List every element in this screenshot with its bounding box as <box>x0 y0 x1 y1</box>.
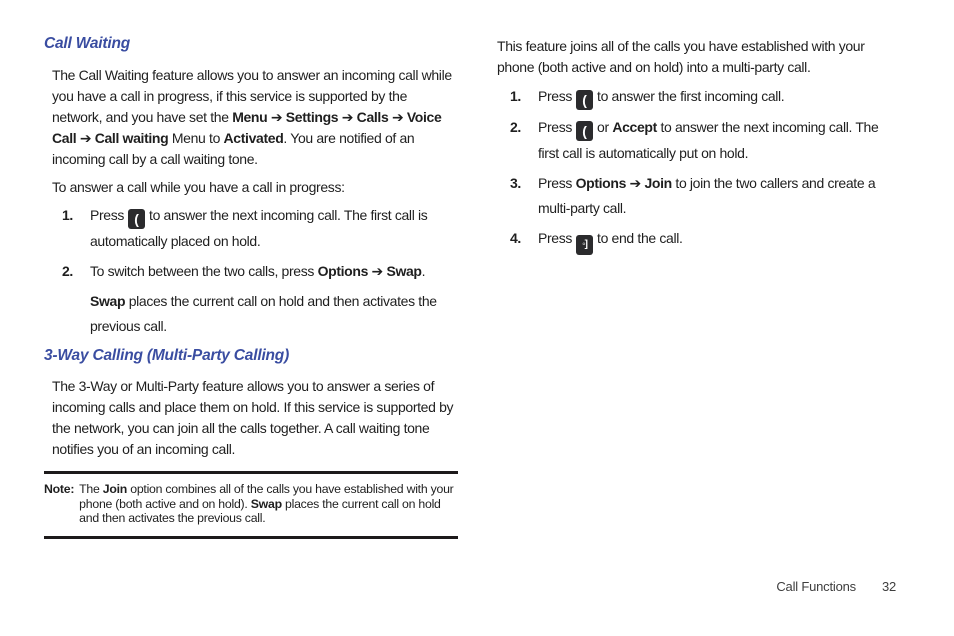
text-run: Press <box>538 230 573 246</box>
left-column <box>44 36 458 539</box>
step-item <box>44 259 458 284</box>
text-run: The Call Waiting feature allows you to answer an incoming call while you have a call in progress, if this service is supported by the network, and you have set the <box>52 67 452 125</box>
text-run: to answer the first incoming call. <box>597 88 785 104</box>
step-item <box>497 115 895 166</box>
text-run: to answer the next incoming call. The first call is automatically put on hold. <box>538 119 879 161</box>
text-run: to end the call. <box>597 230 683 246</box>
heading-three-way-calling: 3-Way Calling (Multi-Party Calling) <box>44 347 290 364</box>
text-run: Press <box>538 88 573 104</box>
text-run: This feature joins all of the calls you have established with your phone (both active and on hold) into a multi-party call. <box>497 38 865 75</box>
call-waiting-lead-in: To answer a call while you have a call in progress: <box>52 179 345 195</box>
text-run: Press <box>538 119 573 135</box>
text-run: Press <box>538 175 576 191</box>
three-way-intro <box>44 376 458 460</box>
end-key-icon <box>576 235 593 255</box>
text-run: The <box>79 482 103 496</box>
step-text <box>90 203 458 254</box>
note-box <box>44 471 458 539</box>
multi-party-intro <box>497 36 895 78</box>
text-run: Swap <box>250 496 282 511</box>
step-item <box>497 84 895 110</box>
note-label: Note: <box>44 482 75 496</box>
step-number: 2. <box>510 119 521 135</box>
text-run: places the current call on hold and then activates the previous call. <box>90 293 437 334</box>
multi-party-steps <box>497 84 895 255</box>
step-number: 1. <box>510 88 521 104</box>
text-run: Activated <box>223 130 284 146</box>
right-column <box>497 36 895 260</box>
call-waiting-intro <box>44 65 458 170</box>
note-inner <box>44 482 458 526</box>
step-item <box>497 226 895 255</box>
swap-description <box>44 289 458 339</box>
step-text <box>538 171 895 221</box>
talk-key-icon <box>576 90 593 110</box>
text-run: places the current call on hold and then activates the previous call. <box>79 496 441 525</box>
text-run: or <box>597 119 613 135</box>
call-waiting-steps <box>44 203 458 284</box>
step-text <box>90 259 458 284</box>
text-run: Join <box>102 482 128 496</box>
step-number: 4. <box>510 230 521 246</box>
text-run: Menu ➔ Settings ➔ Calls ➔ Voice Call ➔ Call waiting <box>52 109 442 146</box>
text-run: Menu to <box>168 130 224 146</box>
heading-call-waiting: Call Waiting <box>44 35 131 52</box>
text-run: . <box>421 263 426 279</box>
step-item <box>497 171 895 221</box>
footer-section-title: Call Functions <box>776 579 856 594</box>
talk-key-icon <box>128 209 145 229</box>
text-run: The 3-Way or Multi-Party feature allows you to answer a series of incoming calls and place them on hold. If this service is supported by the network, you can join all the calls together. A call waiting tone notifies you of an incoming call. <box>52 378 454 457</box>
step-number: 1. <box>62 207 73 223</box>
text-run: option combines all of the calls you have established with your phone (both active and on hold). <box>79 482 454 511</box>
talk-key-icon <box>576 121 593 141</box>
step-text <box>538 115 895 166</box>
text-run: Options ➔ Swap <box>317 263 422 279</box>
footer-page-number: 32 <box>881 579 896 594</box>
text-run: to answer the next incoming call. The first call is automatically placed on hold. <box>90 207 428 249</box>
step-number: 2. <box>62 263 73 279</box>
page-footer <box>776 579 896 594</box>
step-text <box>538 226 895 255</box>
text-run: Press <box>90 207 125 223</box>
step-number: 3. <box>510 175 521 191</box>
text-run: to join the two callers and create a multi-party call. <box>538 175 876 216</box>
text-run: To switch between the two calls, press <box>90 263 318 279</box>
text-run: Options ➔ Join <box>575 175 672 191</box>
step-item <box>44 203 458 254</box>
text-run: Swap <box>90 293 126 309</box>
note-text <box>79 482 458 526</box>
text-run: . You are notified of an incoming call by a call waiting tone. <box>52 130 415 167</box>
text-run: Accept <box>612 119 657 135</box>
step-text <box>538 84 895 110</box>
